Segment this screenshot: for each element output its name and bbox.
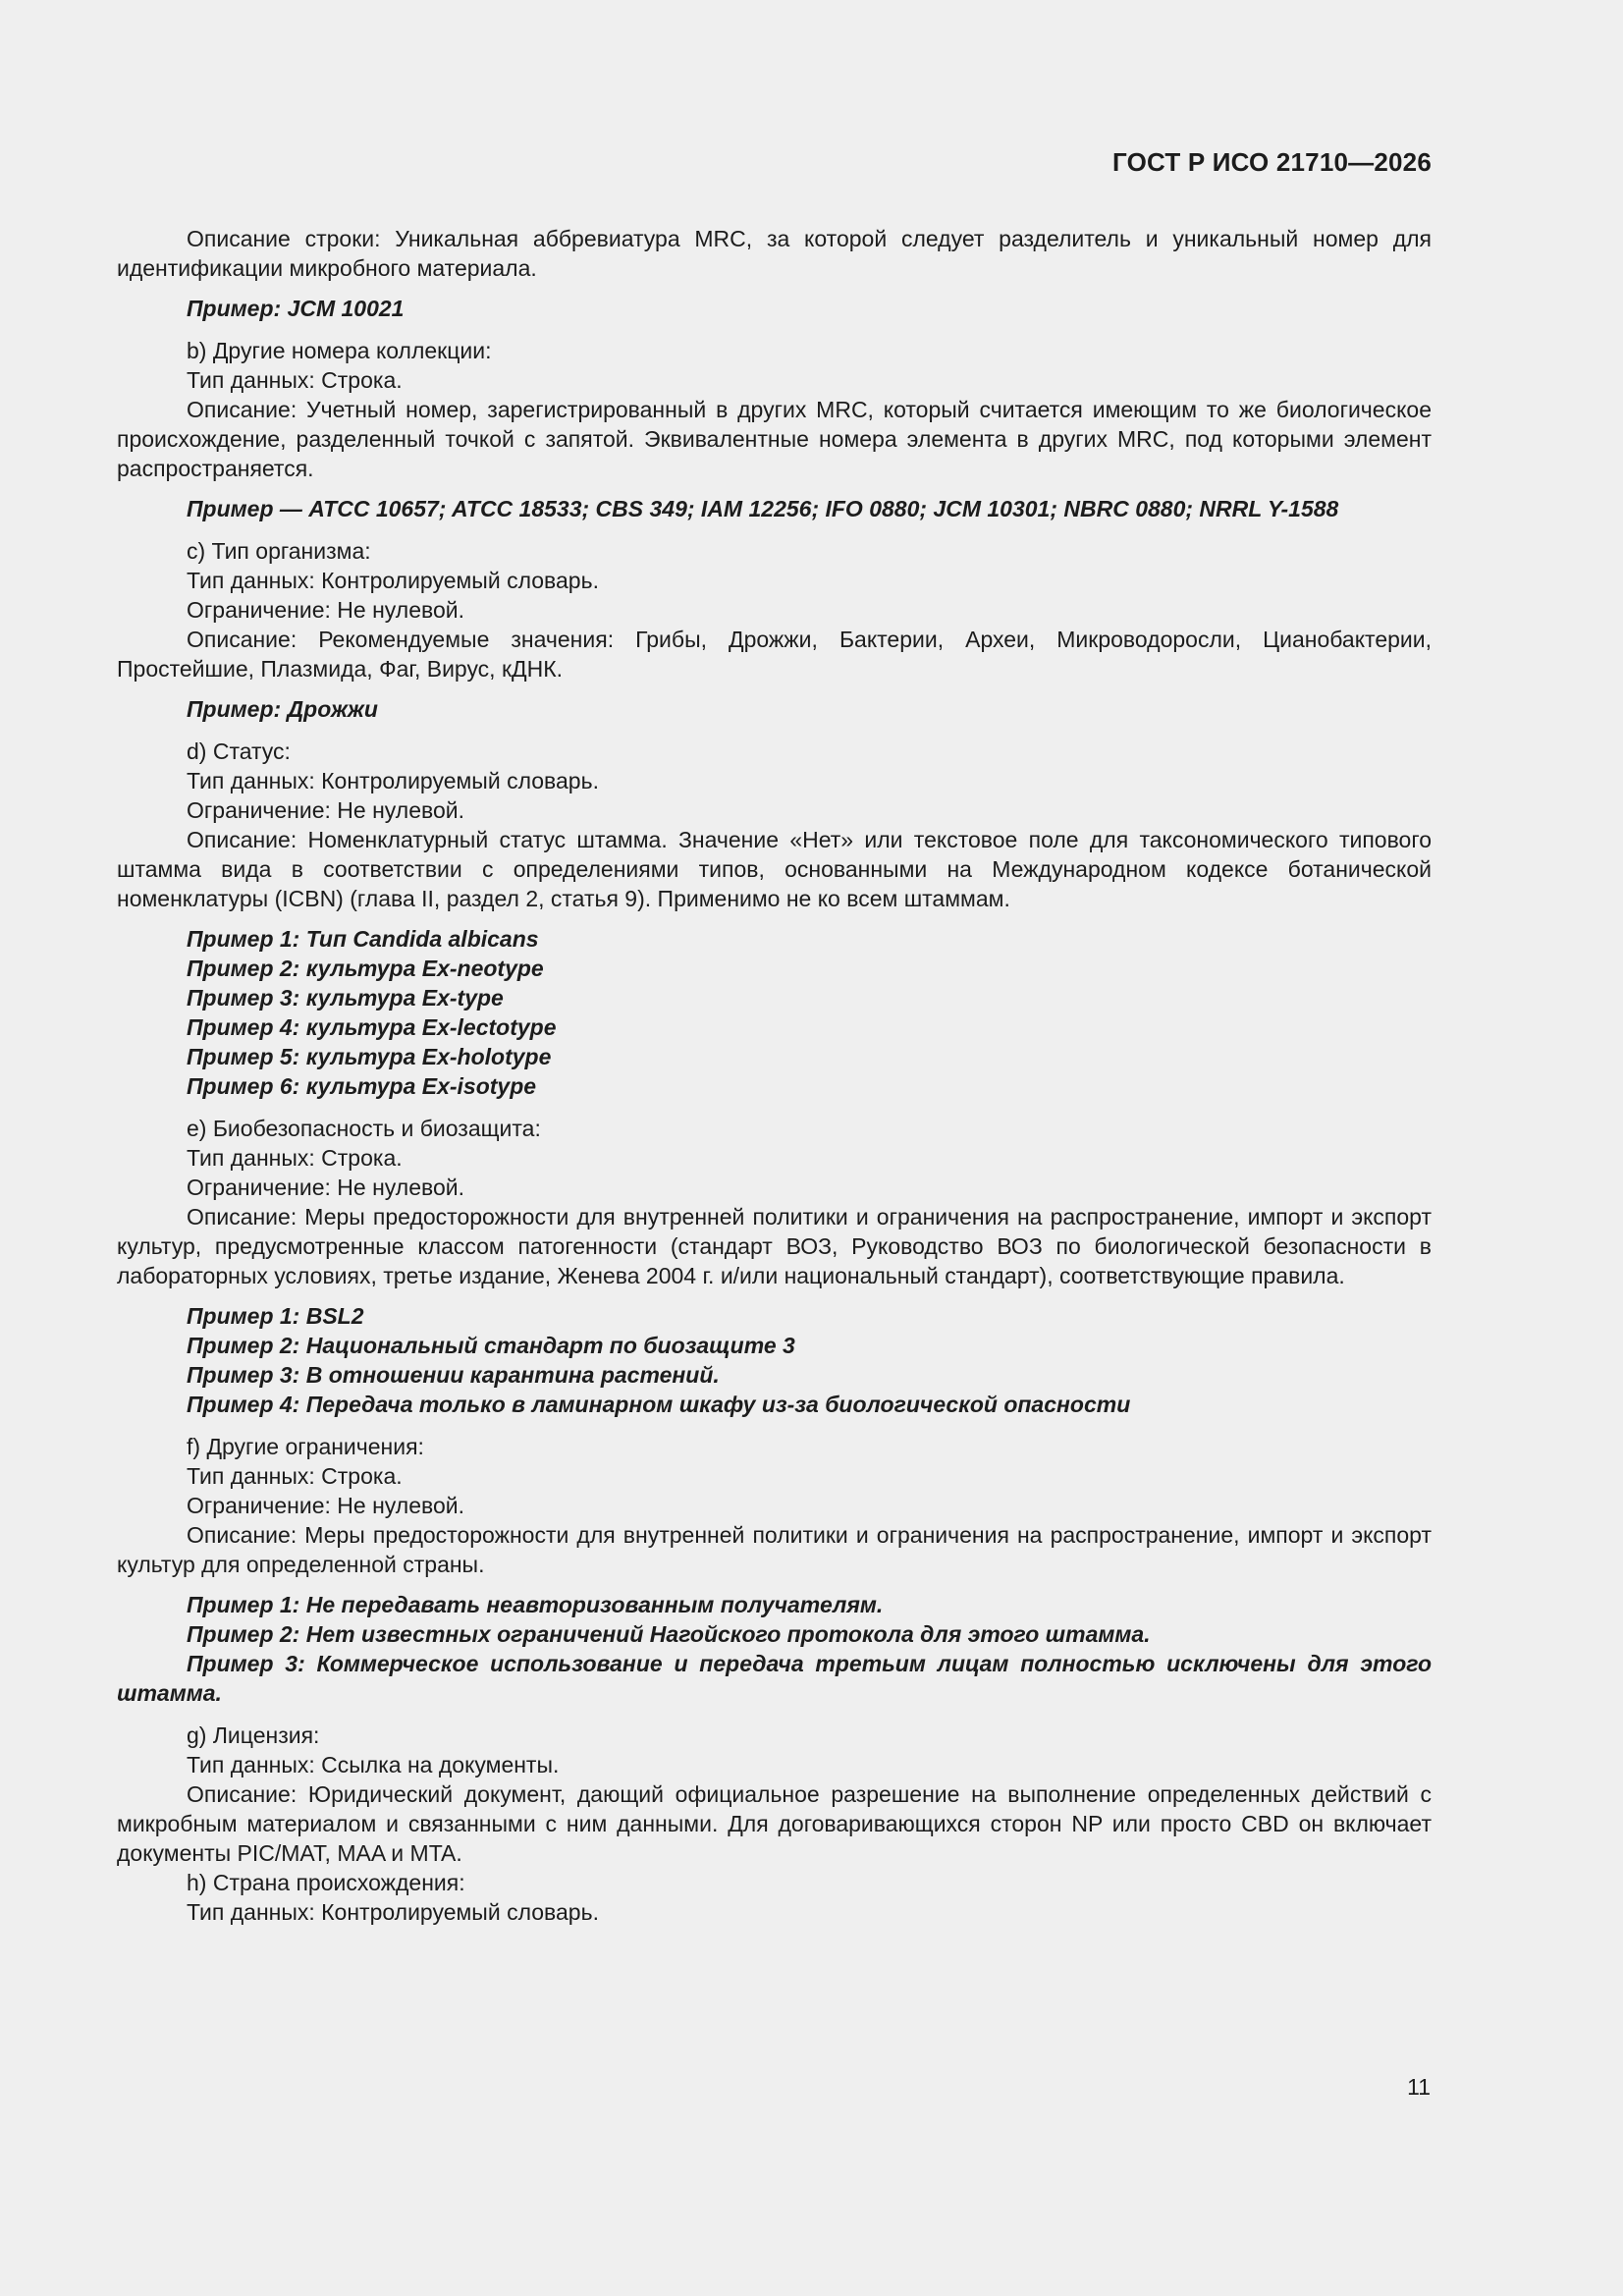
example-line: Пример 2: Нет известных ограничений Нагойского протокола для этого штамма. [187,1621,1151,1647]
example-line: Пример 1: Тип Candida albicans [187,926,539,952]
example-line: Пример 1: BSL2 [187,1303,364,1329]
example-line: Пример: Дрожжи [187,696,378,722]
field-section [117,336,1432,523]
example-block [117,1590,1432,1708]
example-line: Пример 2: Национальный стандарт по биозащите 3 [187,1333,795,1358]
field-line: Ограничение: Не нулевой. [187,797,464,823]
field-line: Описание: Меры предосторожности для внутренней политики и ограничения на распространение, импорт и экспорт культур для определенной страны. [117,1522,1432,1577]
field-line: e) Биобезопасность и биозащита: [187,1116,541,1141]
example-line: Пример 2: культура Ex-neotype [187,956,544,981]
intro-example-block [117,294,1432,323]
example-block [117,924,1432,1101]
intro-description: Описание строки: Уникальная аббревиатура MRC, за которой следует разделитель и уникальный номер для идентификации микробного материала. [117,226,1432,281]
field-line: b) Другие номера коллекции: [187,338,492,363]
example-line: Пример — ATCC 10657; ATCC 18533; CBS 349; IAM 12256; IFO 0880; JCM 10301; NBRC 0880; NRRL Y-1588 [187,496,1339,521]
field-line: Тип данных: Строка. [187,1145,403,1171]
field-line: Тип данных: Контролируемый словарь. [187,568,599,593]
field-line: Описание: Меры предосторожности для внутренней политики и ограничения на распространение, импорт и экспорт культур, предусмотренные классом патогенности (стандарт ВОЗ, Руководство ВОЗ по биологической безопасности в лабораторных условиях, третье издание, Женева 2004 г. и/или национальный стандарт), соответствующие правила. [117,1204,1432,1288]
field-line: h) Страна происхождения: [187,1870,465,1895]
example-block [117,494,1432,523]
field-line: Тип данных: Ссылка на документы. [187,1752,560,1777]
example-block [117,694,1432,724]
field-line: Описание: Номенклатурный статус штамма. Значение «Нет» или текстовое поле для таксономического типового штамма вида в соответствии с определениями типов, основанными на Международном кодексе ботанической номенклатуры (ICBN) (глава II, раздел 2, статья 9). Применимо не ко всем штаммам. [117,827,1432,911]
field-section [117,1114,1432,1419]
field-section [117,536,1432,724]
document-code-header: ГОСТ Р ИСО 21710—2026 [1111,147,1432,177]
page-body [117,224,1432,1927]
field-line: Тип данных: Строка. [187,367,403,393]
example-line: Пример 4: культура Ex-lectotype [187,1014,557,1040]
example-line: Пример 6: культура Ex-isotype [187,1073,537,1099]
example-line: Пример 5: культура Ex-holotype [187,1044,552,1069]
field-line: Тип данных: Контролируемый словарь. [187,1899,599,1925]
example-line: Пример 1: Не передавать неавторизованным получателям. [187,1592,884,1617]
field-sections [117,336,1432,1927]
field-line: Описание: Юридический документ, дающий официальное разрешение на выполнение определенных действий с микробным материалом и связанными с ним данными. Для договаривающихся сторон NP или просто CBD он включает документы PIC/MAT, MAA и MTA. [117,1781,1432,1866]
field-line: g) Лицензия: [187,1722,320,1748]
example-line: Пример 3: В отношении карантина растений. [187,1362,720,1388]
field-line: d) Статус: [187,738,291,764]
field-section [117,1432,1432,1708]
field-section [117,737,1432,1101]
example-block [117,1301,1432,1419]
field-line: Тип данных: Строка. [187,1463,403,1489]
field-line: Тип данных: Контролируемый словарь. [187,768,599,793]
example-line: Пример 3: культура Ex-type [187,985,504,1011]
example-line: Пример 3: Коммерческое использование и передача третьим лицам полностью исключены для этого штамма. [117,1651,1432,1706]
field-section [117,1721,1432,1927]
field-line: Описание: Учетный номер, зарегистрированный в других MRC, который считается имеющим то же биологическое происхождение, разделенный точкой с запятой. Эквивалентные номера элемента в других MRC, под которыми элемент распространяется. [117,397,1432,481]
field-line: Описание: Рекомендуемые значения: Грибы, Дрожжи, Бактерии, Археи, Микроводоросли, Цианобактерии, Простейшие, Плазмида, Фаг, Вирус, кДНК. [117,627,1432,682]
field-line: c) Тип организма: [187,538,371,564]
intro-example: Пример: JCM 10021 [187,296,405,321]
example-line: Пример 4: Передача только в ламинарном шкафу из-за биологической опасности [187,1392,1131,1417]
field-line: Ограничение: Не нулевой. [187,1175,464,1200]
field-line: f) Другие ограничения: [187,1434,424,1459]
field-line: Ограничение: Не нулевой. [187,1493,464,1518]
field-line: Ограничение: Не нулевой. [187,597,464,623]
page-number: 11 [1407,2074,1431,2100]
